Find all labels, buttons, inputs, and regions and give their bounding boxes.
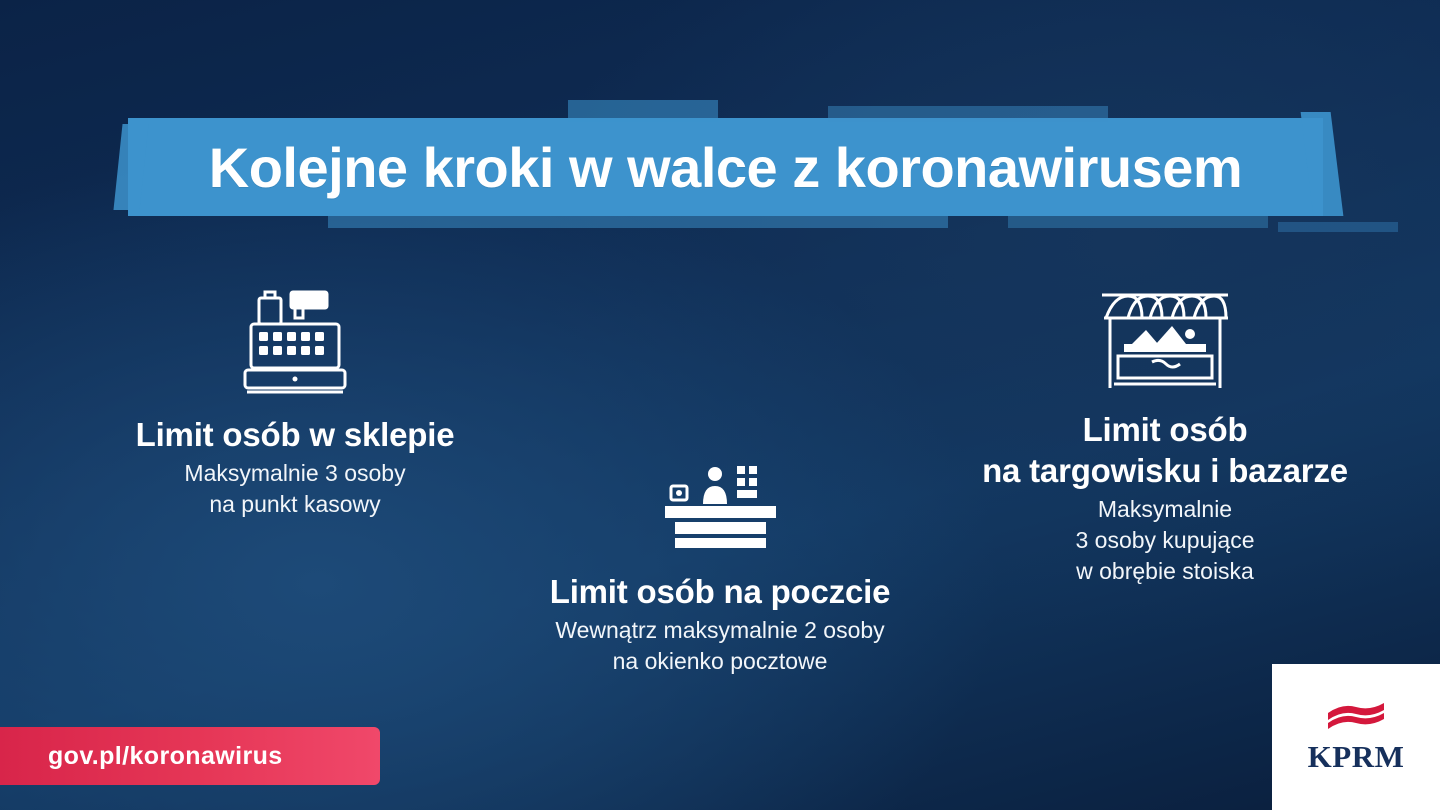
info-block-shop xyxy=(70,288,520,520)
banner-brush-stroke xyxy=(1008,216,1268,228)
block-line-3: w obrębie stoiska xyxy=(1076,557,1254,584)
banner-brush-stroke xyxy=(328,214,948,228)
block-heading: Limit osób w sklepie xyxy=(135,416,455,453)
cash-register-icon xyxy=(70,288,520,403)
block-line-1: Maksymalnie xyxy=(1097,495,1233,522)
kprm-logo-text: KPRM xyxy=(1307,739,1405,774)
block-heading-line-1: Limit osób xyxy=(1082,411,1248,448)
banner-brush-stroke xyxy=(1278,222,1398,232)
kprm-logo xyxy=(1272,664,1440,810)
page-title: Kolejne kroki w walce z koronawirusem xyxy=(208,135,1243,199)
info-block-post xyxy=(470,460,970,677)
block-line-2: 3 osoby kupujące xyxy=(1075,526,1255,553)
block-heading-line-2: na targowisku i bazarze xyxy=(982,451,1348,489)
block-line-1: Maksymalnie 3 osoby xyxy=(184,459,406,486)
title-banner xyxy=(128,118,1323,216)
block-line-1: Wewnątrz maksymalnie 2 osoby xyxy=(555,616,885,643)
info-block-market xyxy=(910,288,1420,586)
polish-flag-icon xyxy=(1324,699,1388,733)
market-stall-icon xyxy=(910,288,1420,398)
post-office-counter-icon xyxy=(470,460,970,560)
website-url-pill[interactable] xyxy=(0,727,380,785)
block-line-2: na punkt kasowy xyxy=(209,490,381,517)
block-line-2: na okienko pocztowe xyxy=(612,647,828,674)
website-url-text: gov.pl/koronawirus xyxy=(48,741,283,770)
block-heading: Limit osób na poczcie xyxy=(549,573,891,610)
